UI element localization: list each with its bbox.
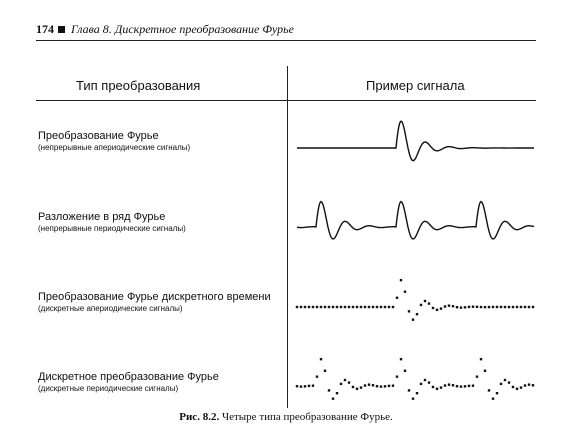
sample-point	[356, 306, 358, 308]
sample-point	[408, 310, 410, 312]
column-title-signal-example: Пример сигнала	[366, 78, 465, 93]
sample-point	[316, 375, 318, 377]
sample-point	[520, 386, 522, 388]
chapter-title: Глава 8. Дискретное преобразование Фурье	[71, 22, 294, 36]
sample-point	[356, 388, 358, 390]
waveform-continuous-periodic	[297, 202, 534, 239]
sample-point	[376, 306, 378, 308]
sample-point	[412, 318, 414, 320]
sample-point	[432, 386, 434, 388]
sample-point	[384, 306, 386, 308]
sample-point	[392, 306, 394, 308]
row-name: Преобразование Фурье	[38, 130, 159, 142]
sample-point	[332, 306, 334, 308]
sample-point	[512, 306, 514, 308]
sample-point	[416, 392, 418, 394]
sample-point	[512, 386, 514, 388]
waveform-discrete-periodic	[296, 358, 534, 400]
sample-point	[524, 306, 526, 308]
sample-point	[328, 389, 330, 391]
caption-text: Четыре типа преобразование Фурье.	[221, 411, 393, 423]
sample-point	[348, 381, 350, 383]
sample-point	[440, 307, 442, 309]
row-name: Дискретное преобразование Фурье	[38, 371, 219, 383]
sample-point	[496, 306, 498, 308]
sample-point	[388, 306, 390, 308]
sample-point	[428, 302, 430, 304]
sample-point	[508, 381, 510, 383]
sample-point	[484, 306, 486, 308]
sample-point	[488, 306, 490, 308]
sample-point	[504, 379, 506, 381]
sample-point	[448, 304, 450, 306]
sample-point	[380, 306, 382, 308]
sample-point	[344, 379, 346, 381]
sample-point	[524, 384, 526, 386]
sample-point	[428, 381, 430, 383]
sample-point	[400, 279, 402, 281]
sample-point	[416, 313, 418, 315]
sample-point	[444, 384, 446, 386]
sample-point	[304, 306, 306, 308]
sample-point	[472, 385, 474, 387]
sample-point	[528, 383, 530, 385]
sample-point	[328, 306, 330, 308]
sample-point	[368, 383, 370, 385]
sample-point	[360, 306, 362, 308]
row-name: Преобразование Фурье дискретного времени	[38, 291, 271, 303]
caption-label: Рис. 8.2.	[179, 411, 220, 423]
sample-point	[320, 358, 322, 360]
row-subtitle: (непрерывные апериодические сигналы)	[38, 143, 191, 152]
sample-point	[300, 306, 302, 308]
sample-point	[516, 388, 518, 390]
sample-point	[360, 386, 362, 388]
sample-point	[520, 306, 522, 308]
sample-point	[468, 385, 470, 387]
sample-point	[376, 385, 378, 387]
sample-point	[364, 306, 366, 308]
row-subtitle: (дискретные апериодические сигналы)	[38, 304, 183, 313]
sample-point	[340, 383, 342, 385]
sample-point	[412, 397, 414, 399]
sample-point	[500, 383, 502, 385]
sample-point	[456, 306, 458, 308]
sample-point	[468, 306, 470, 308]
sample-point	[336, 306, 338, 308]
sample-point	[532, 384, 534, 386]
sample-point	[308, 306, 310, 308]
row-subtitle: (дискретные периодические сигналы)	[38, 384, 179, 393]
sample-point	[404, 290, 406, 292]
sample-point	[336, 392, 338, 394]
sample-point	[504, 306, 506, 308]
row-name: Разложение в ряд Фурье	[38, 211, 166, 223]
sample-point	[312, 385, 314, 387]
row-subtitle: (непрерывные периодические сигналы)	[38, 224, 186, 233]
sample-point	[436, 388, 438, 390]
sample-point	[400, 358, 402, 360]
sample-point	[500, 306, 502, 308]
sample-point	[456, 385, 458, 387]
sample-point	[396, 297, 398, 299]
sample-point	[432, 307, 434, 309]
sample-point	[528, 306, 530, 308]
sample-point	[344, 306, 346, 308]
sample-point	[348, 306, 350, 308]
sample-point	[440, 386, 442, 388]
sample-point	[460, 306, 462, 308]
sample-point	[308, 385, 310, 387]
sample-point	[364, 384, 366, 386]
sample-point	[352, 306, 354, 308]
sample-point	[396, 375, 398, 377]
sample-point	[424, 300, 426, 302]
sample-point	[516, 306, 518, 308]
waveform-continuous-aperiodic	[297, 121, 534, 161]
sample-point	[424, 379, 426, 381]
sample-point	[296, 306, 298, 308]
sample-point	[480, 306, 482, 308]
sample-point	[300, 385, 302, 387]
sample-point	[304, 385, 306, 387]
sample-point	[448, 383, 450, 385]
sample-point	[372, 306, 374, 308]
sample-point	[316, 306, 318, 308]
page-number: 174	[36, 22, 54, 36]
sample-point	[324, 306, 326, 308]
sample-point	[476, 375, 478, 377]
sample-point	[384, 385, 386, 387]
sample-point	[296, 385, 298, 387]
sample-point	[508, 306, 510, 308]
sample-point	[452, 384, 454, 386]
sample-point	[452, 305, 454, 307]
column-title-transform-type: Тип преобразования	[76, 78, 201, 93]
sample-point	[368, 306, 370, 308]
sample-point	[484, 370, 486, 372]
sample-point	[340, 306, 342, 308]
sample-point	[436, 309, 438, 311]
sample-point	[492, 306, 494, 308]
sample-point	[492, 397, 494, 399]
figure-caption	[0, 411, 572, 423]
sample-point	[352, 386, 354, 388]
sample-point	[472, 306, 474, 308]
sample-point	[388, 385, 390, 387]
sample-point	[488, 389, 490, 391]
sample-point	[380, 385, 382, 387]
sample-point	[476, 306, 478, 308]
sample-point	[532, 306, 534, 308]
sample-point	[480, 358, 482, 360]
sample-point	[332, 397, 334, 399]
sample-point	[320, 306, 322, 308]
sample-point	[464, 306, 466, 308]
sample-point	[420, 304, 422, 306]
sample-point	[496, 392, 498, 394]
sample-point	[324, 370, 326, 372]
sample-point	[392, 385, 394, 387]
sample-point	[420, 383, 422, 385]
sample-point	[372, 384, 374, 386]
sample-point	[460, 385, 462, 387]
sample-point	[464, 385, 466, 387]
waveform-discrete-aperiodic	[296, 279, 534, 321]
sample-point	[444, 305, 446, 307]
sample-point	[408, 389, 410, 391]
sample-point	[404, 370, 406, 372]
sample-point	[312, 306, 314, 308]
